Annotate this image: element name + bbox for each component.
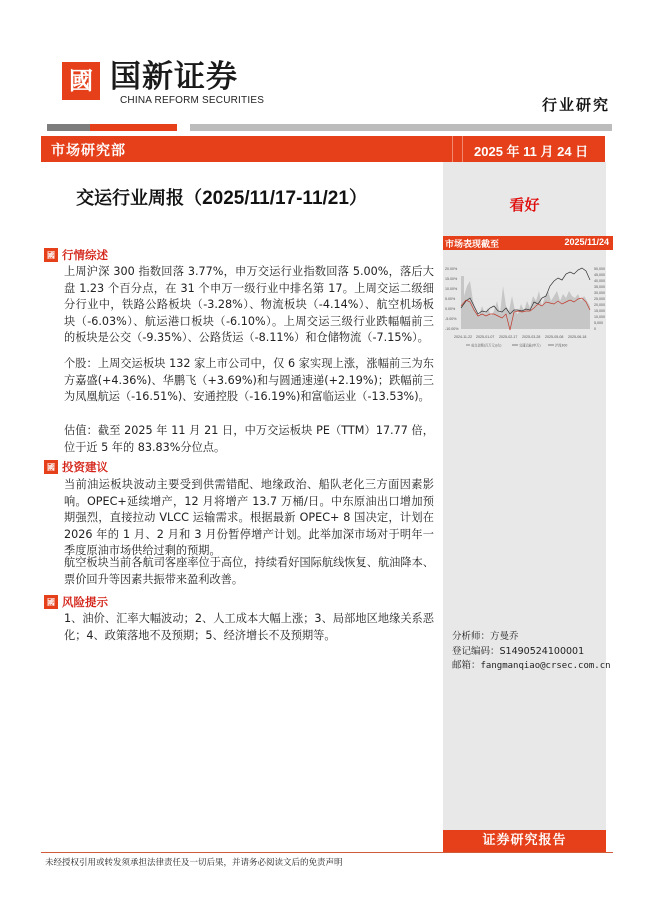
- title-range: 2025/11/17-11/21: [202, 188, 349, 209]
- registration-label: 登记编码：: [452, 645, 500, 657]
- svg-text:交通运输(申万): 交通运输(申万): [519, 343, 541, 348]
- svg-text:5,000: 5,000: [594, 321, 603, 325]
- svg-text:5.00%: 5.00%: [445, 297, 456, 301]
- section-logo-icon: 國: [44, 595, 58, 609]
- svg-text:35,000: 35,000: [594, 285, 605, 289]
- analyst-label: 分析师：: [452, 631, 491, 642]
- market-date: 2025/11/24: [564, 237, 609, 247]
- paragraph: 个股：上周交运板块 132 家上市公司中，仅 6 家实现上涨，涨幅前三为东方嘉盛(+4.36%)、华鹏飞（+3.69%)和与圆通速递(+2.19%)；跌幅前三为凤凰航运（-16.51%)、安通控股（-16.19%)和富临运业（-13.53%)。: [64, 357, 434, 404]
- svg-text:成交金额(百万元)(右): 成交金额(百万元)(右): [471, 343, 502, 348]
- analyst-info: [452, 630, 611, 674]
- svg-text:0: 0: [594, 327, 596, 331]
- svg-text:45,000: 45,000: [594, 273, 605, 277]
- svg-text:2025-01-07: 2025-01-07: [476, 335, 495, 339]
- svg-text:10.00%: 10.00%: [445, 287, 458, 291]
- svg-text:25,000: 25,000: [594, 297, 605, 301]
- section-header-market-review: [44, 247, 108, 263]
- section-header-investment-advice: [44, 459, 108, 475]
- department-label: 市场研究部: [51, 143, 126, 159]
- title-suffix: ）: [348, 188, 367, 209]
- svg-text:30,000: 30,000: [594, 291, 605, 295]
- section-heading: 投资建议: [62, 460, 108, 474]
- market-performance-chart: [444, 256, 612, 356]
- registration-code: S1490524100001: [499, 645, 585, 657]
- svg-text:2025-02-17: 2025-02-17: [499, 335, 518, 339]
- svg-text:20,000: 20,000: [594, 303, 605, 307]
- section-logo-icon: 國: [44, 248, 58, 262]
- market-performance-header: [443, 236, 613, 250]
- svg-text:0.00%: 0.00%: [445, 307, 456, 311]
- email-link[interactable]: fangmanqiao@crsec.com.cn: [480, 661, 611, 671]
- svg-text:15.00%: 15.00%: [445, 277, 458, 281]
- company-logo-icon: 國: [62, 62, 100, 100]
- svg-text:-5.00%: -5.00%: [445, 317, 457, 321]
- email-label: 邮箱：: [452, 660, 481, 671]
- report-date: 2025 年 11 月 24 日: [474, 144, 589, 159]
- svg-text:2025-03-28: 2025-03-28: [522, 335, 541, 339]
- company-name-cn: 国新证券: [110, 59, 238, 95]
- section-header-risk-warning: [44, 594, 108, 610]
- svg-text:40,000: 40,000: [594, 279, 605, 283]
- section-heading: 风险提示: [62, 595, 108, 609]
- footer-divider: [41, 852, 613, 853]
- disclaimer-text: 未经授权引用或转发须承担法律责任及一切后果，并请务必阅读文后的免责声明: [45, 858, 343, 868]
- svg-text:20.00%: 20.00%: [445, 267, 458, 271]
- page-title: [0, 184, 443, 210]
- header-band: [41, 136, 605, 162]
- svg-text:沪深300: 沪深300: [555, 343, 568, 348]
- decor-bar: [190, 124, 612, 131]
- decor-bar: [90, 124, 177, 131]
- paragraph: 上周沪深 300 指数回落 3.77%，申万交运行业指数回落 5.00%，落后大盘 1.23 个百分点，在 31 个申万一级行业中排名第 17。上周交运二级细分行业中，铁路公路板块（-3.28%）、物流板块（-4.14%）、航空机场板块（-6.03%）、航运港口板块（-6.10%）。上周交运三级行业跌幅幅前三的板块是公交（-9.35%）、公路货运（-8.11%）和仓储物流（-7.15%）。: [64, 265, 434, 345]
- market-label: 市场表现截至: [445, 240, 500, 250]
- paragraph: 当前油运板块波动主要受到供需错配、地缘政治、船队老化三方面因素影响。OPEC+延续增产，12 月将增产 13.7 万桶/日。中东原油出口增加预期强烈，直接拉动 VLCC 运输需求。根据最新 OPEC+ 8 国决定，计划在 2026 年的 1 月、2 月和 3 月份暂停增产计划。此举加深市场对于明年一季度原油市场供给过剩的预期。: [64, 478, 434, 558]
- svg-text:15,000: 15,000: [594, 309, 605, 313]
- analyst-name: 方曼乔: [490, 631, 519, 642]
- paragraph: 估值：截至 2025 年 11 月 21 日，中万交运板块 PE（TTM）17.77 倍，位于近 5 年的 83.83%分位点。: [64, 424, 434, 454]
- document-type: 行业研究: [541, 96, 610, 114]
- company-name-en: CHINA REFORM SECURITIES: [120, 95, 265, 106]
- section-logo-icon: 國: [44, 460, 58, 474]
- svg-text:2024-11-22: 2024-11-22: [454, 335, 473, 339]
- svg-text:10,000: 10,000: [594, 315, 605, 319]
- divider: [452, 136, 453, 162]
- svg-text:50,000: 50,000: [594, 267, 605, 271]
- title-prefix: 交运行业周报（: [76, 188, 203, 209]
- decor-bar: [47, 124, 90, 131]
- paragraph: 1、油价、汇率大幅波动；2、人工成本大幅上涨；3、局部地区地缘关系恶化；4、政策落地不及预期；5、经济增长不及预期等。: [64, 612, 434, 642]
- svg-text:2025-05-08: 2025-05-08: [545, 335, 564, 339]
- report-type-band: 证券研究报告: [443, 830, 606, 852]
- rating-badge: 看好: [509, 196, 540, 214]
- paragraph: 航空板块当前各航司客座率位于高位，持续看好国际航线恢复、航油降本、票价回升等因素共振带来盈利改善。: [64, 556, 434, 586]
- svg-text:-10.00%: -10.00%: [445, 327, 459, 331]
- section-heading: 行情综述: [62, 248, 108, 262]
- svg-text:2025-06-18: 2025-06-18: [568, 335, 587, 339]
- divider: [462, 136, 463, 162]
